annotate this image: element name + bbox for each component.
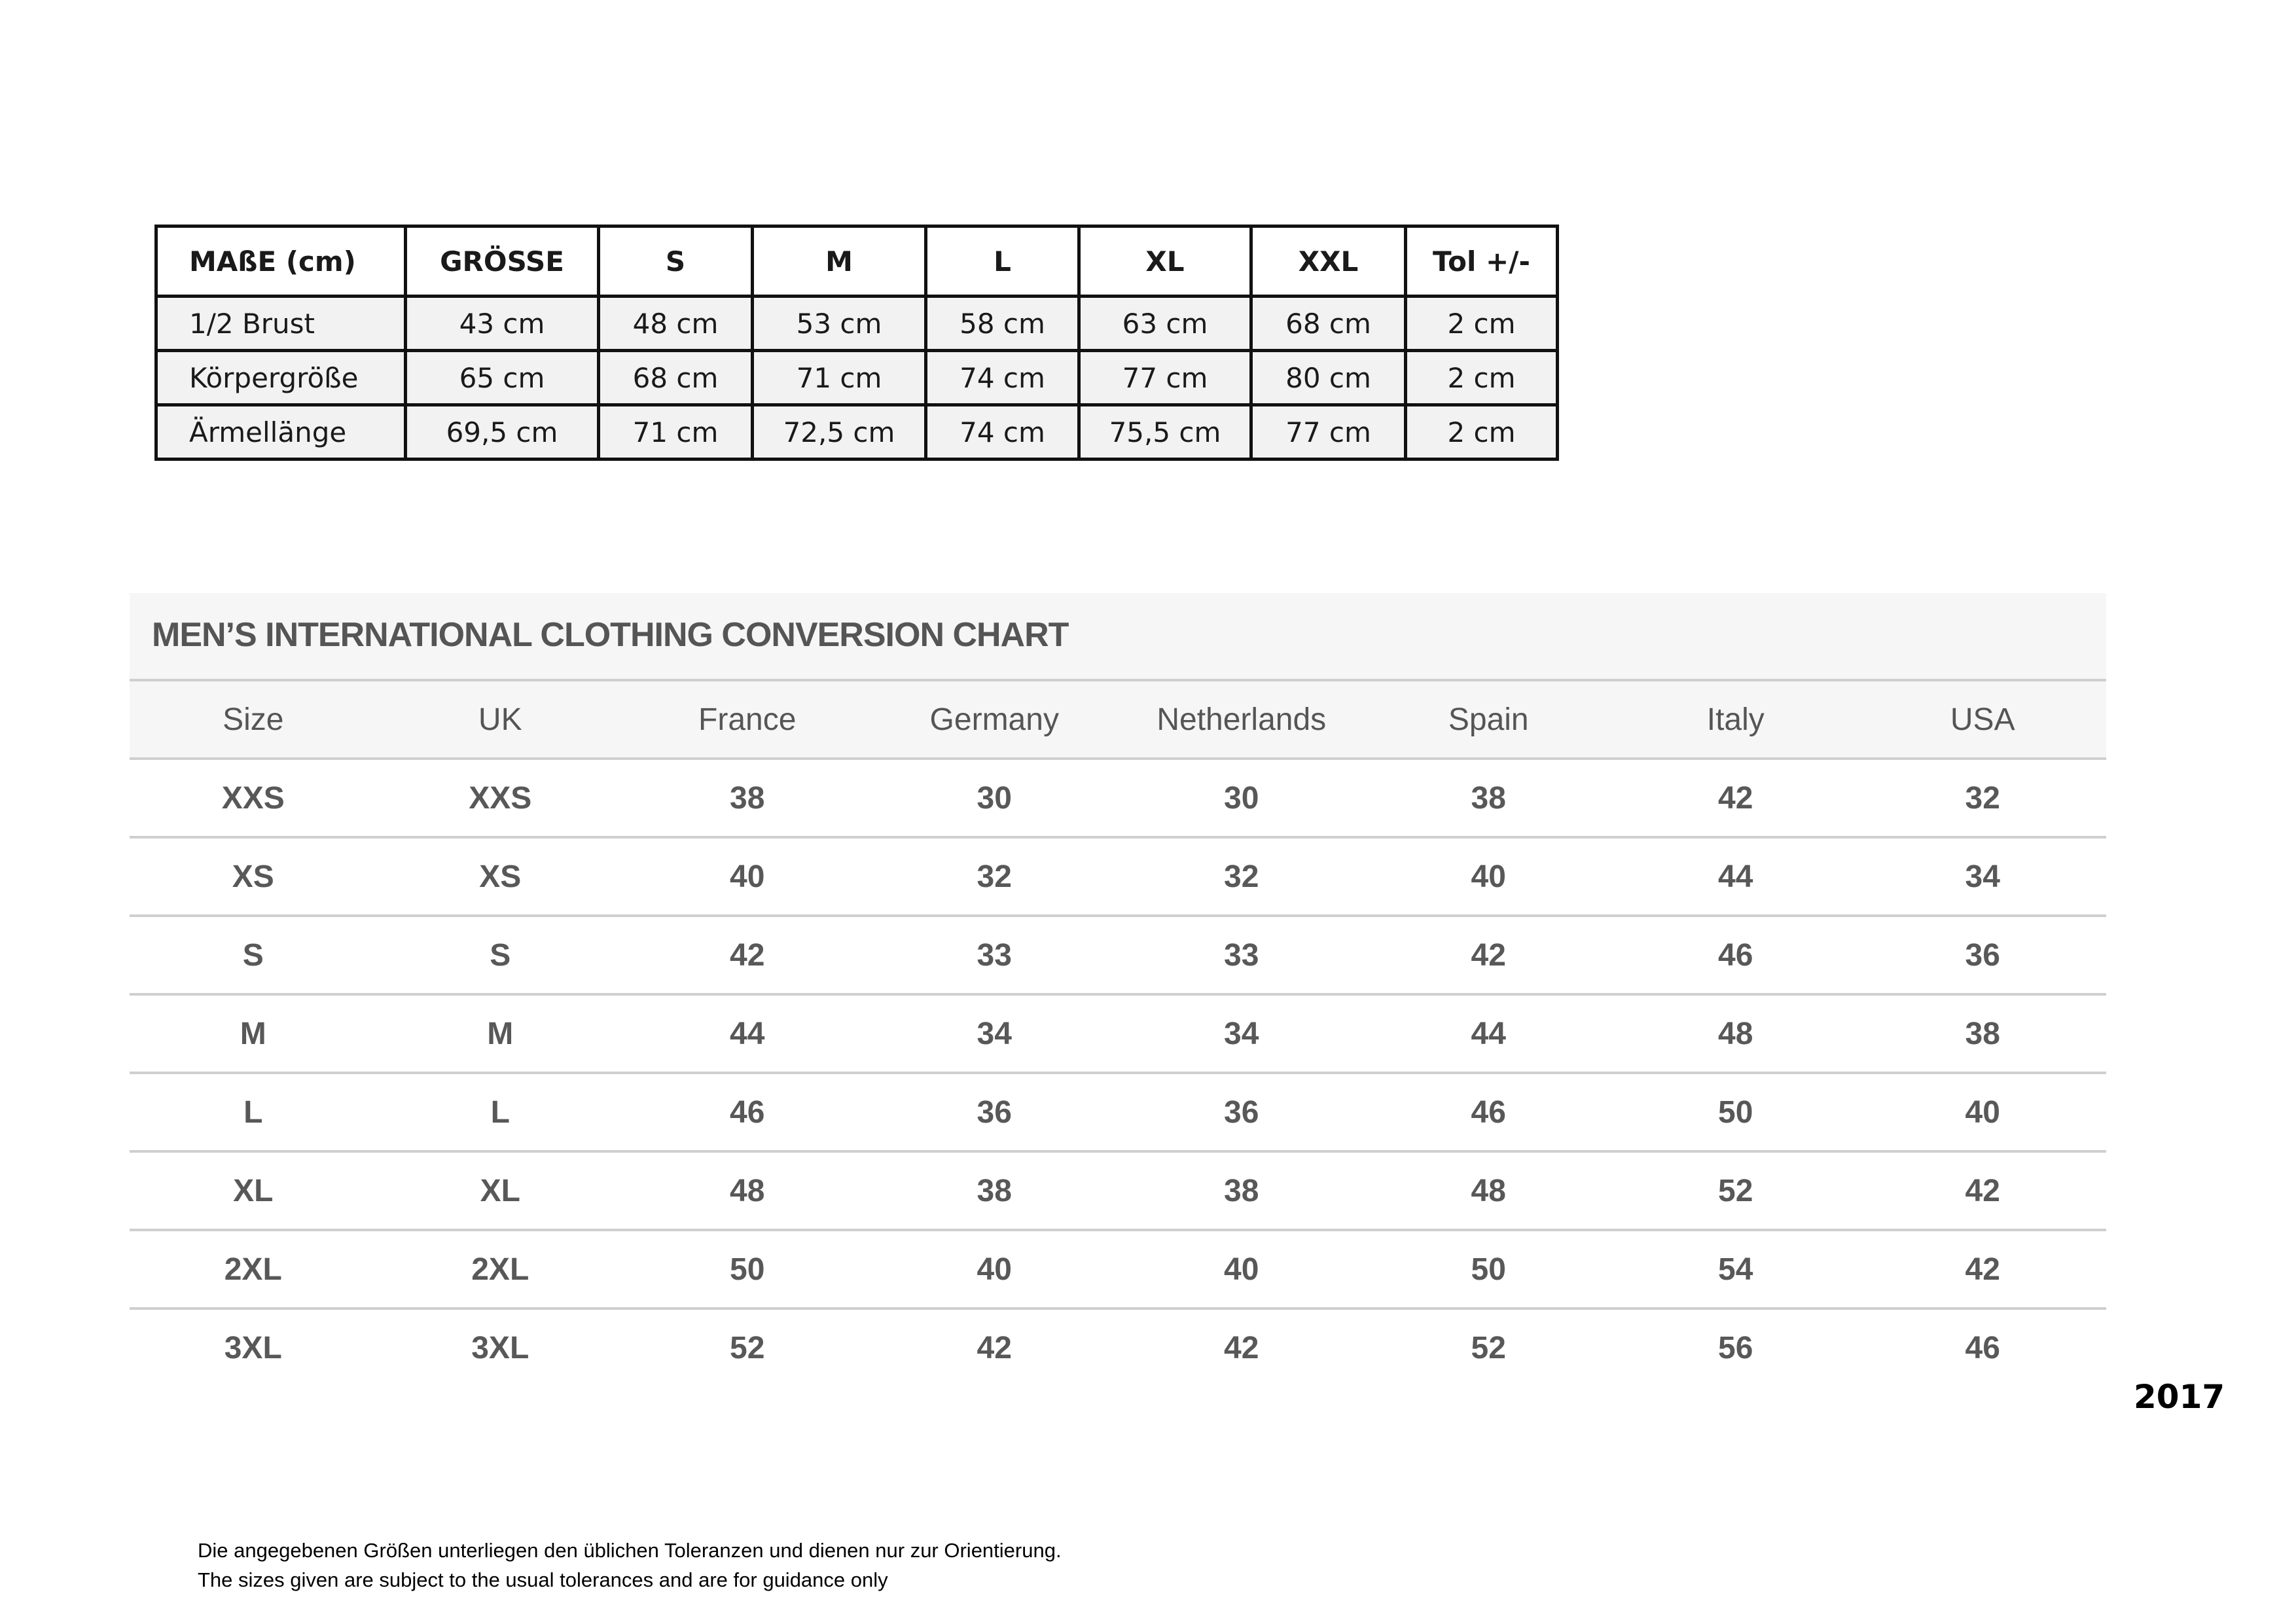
- conversion-row: [130, 1151, 2106, 1230]
- footnote: [198, 1536, 1062, 1595]
- conversion-header-cell: Spain: [1365, 680, 1613, 759]
- conversion-cell: XXS: [130, 759, 377, 837]
- conversion-cell: 32: [871, 837, 1119, 916]
- measurement-header-cell: M: [753, 226, 926, 297]
- conversion-cell: 40: [1859, 1073, 2107, 1151]
- footnote-line-en: The sizes given are subject to the usual tolerances and are for guidance only: [198, 1568, 888, 1591]
- measurement-cell: 72,5 cm: [753, 405, 926, 460]
- conversion-cell: 3XL: [471, 1330, 529, 1365]
- conversion-cell: 56: [1718, 1330, 1753, 1365]
- conversion-cell: 38: [1118, 1151, 1365, 1230]
- conversion-cell: 52: [1471, 1330, 1506, 1365]
- conversion-cell: 42: [1224, 1330, 1259, 1365]
- conversion-cell: XL: [130, 1151, 377, 1230]
- measurement-header-cell: XXL: [1251, 226, 1406, 297]
- measurement-label-cell: Körpergröße: [156, 351, 406, 405]
- measurement-cell: 53 cm: [753, 297, 926, 351]
- conversion-header-cell: Netherlands: [1118, 680, 1365, 759]
- conversion-cell: 52: [730, 1330, 765, 1365]
- conversion-cell: 48: [1365, 1151, 1613, 1230]
- measurement-cell: 77 cm: [1079, 351, 1251, 405]
- conversion-row: [130, 1073, 2106, 1151]
- conversion-cell: 48: [1612, 994, 1859, 1073]
- measurement-header-cell: GRÖSSE: [406, 226, 599, 297]
- conversion-cell: XS: [377, 837, 624, 916]
- measurement-cell: 48 cm: [599, 297, 753, 351]
- conversion-row: [130, 1308, 2106, 1386]
- conversion-header-cell: France: [624, 680, 871, 759]
- conversion-cell: 44: [624, 994, 871, 1073]
- conversion-cell: 44: [1612, 837, 1859, 916]
- conversion-header-cell: USA: [1859, 680, 2107, 759]
- conversion-cell: 50: [624, 1230, 871, 1308]
- conversion-header-row: [130, 680, 2106, 759]
- conversion-cell: 38: [624, 759, 871, 837]
- conversion-cell: S: [130, 916, 377, 994]
- conversion-cell: 30: [871, 759, 1119, 837]
- conversion-cell: 36: [871, 1073, 1119, 1151]
- conversion-cell: 46: [1612, 916, 1859, 994]
- conversion-cell: XXS: [377, 759, 624, 837]
- measurement-cell: 68 cm: [1251, 297, 1406, 351]
- conversion-row: [130, 994, 2106, 1073]
- conversion-cell: 36: [1859, 916, 2107, 994]
- measurement-header-cell: MAßE (cm): [156, 226, 406, 297]
- measurement-cell: 65 cm: [406, 351, 599, 405]
- conversion-header-cell: UK: [377, 680, 624, 759]
- conversion-title: MEN’S INTERNATIONAL CLOTHING CONVERSION CHART: [152, 616, 1069, 654]
- measurement-cell: 43 cm: [406, 297, 599, 351]
- conversion-header-cell: Italy: [1612, 680, 1859, 759]
- conversion-cell: L: [130, 1073, 377, 1151]
- conversion-cell: XL: [377, 1151, 624, 1230]
- conversion-cell: 40: [871, 1230, 1119, 1308]
- conversion-cell: 42: [624, 916, 871, 994]
- measurement-header-cell: S: [599, 226, 753, 297]
- conversion-cell: 46: [624, 1073, 871, 1151]
- conversion-table: [130, 679, 2106, 1386]
- conversion-cell: 38: [1859, 994, 2107, 1073]
- measurement-label-cell: Ärmellänge: [156, 405, 406, 460]
- measurement-cell: 75,5 cm: [1079, 405, 1251, 460]
- conversion-cell: 34: [871, 994, 1119, 1073]
- conversion-cell: 30: [1118, 759, 1365, 837]
- conversion-cell: 38: [871, 1151, 1119, 1230]
- conversion-cell: 38: [1365, 759, 1613, 837]
- conversion-cell: 32: [1118, 837, 1365, 916]
- conversion-cell: 33: [871, 916, 1119, 994]
- conversion-cell: XS: [130, 837, 377, 916]
- conversion-header-cell: Germany: [871, 680, 1119, 759]
- conversion-cell: 42: [1612, 759, 1859, 837]
- conversion-row: [130, 916, 2106, 994]
- conversion-cell: M: [130, 994, 377, 1073]
- measurement-cell: 80 cm: [1251, 351, 1406, 405]
- footnote-line-de: Die angegebenen Größen unterliegen den üblichen Toleranzen und dienen nur zur Orientierung.: [198, 1539, 1062, 1562]
- conversion-cell: 42: [1859, 1230, 2107, 1308]
- conversion-row: [130, 837, 2106, 916]
- conversion-cell: 54: [1612, 1230, 1859, 1308]
- conversion-cell: M: [377, 994, 624, 1073]
- measurement-cell: 63 cm: [1079, 297, 1251, 351]
- measurement-cell: 68 cm: [599, 351, 753, 405]
- measurement-header-cell: Tol +/-: [1406, 226, 1558, 297]
- conversion-cell: 2XL: [130, 1230, 377, 1308]
- measurement-row: [156, 297, 1558, 351]
- conversion-cell: S: [377, 916, 624, 994]
- conversion-cell: 46: [1965, 1330, 2000, 1365]
- measurement-row: [156, 405, 1558, 460]
- measurement-header-cell: XL: [1079, 226, 1251, 297]
- measurement-label-cell: 1/2 Brust: [156, 297, 406, 351]
- measurement-cell: 77 cm: [1251, 405, 1406, 460]
- conversion-cell: 52: [1612, 1151, 1859, 1230]
- measurement-row: [156, 351, 1558, 405]
- conversion-cell: 34: [1859, 837, 2107, 916]
- conversion-cell: 48: [624, 1151, 871, 1230]
- conversion-chart-panel: [130, 593, 2106, 1369]
- measurement-cell: 58 cm: [926, 297, 1079, 351]
- conversion-cell: 2XL: [377, 1230, 624, 1308]
- measurement-cell: 74 cm: [926, 351, 1079, 405]
- conversion-cell: 42: [977, 1330, 1012, 1365]
- measurement-cell: 71 cm: [599, 405, 753, 460]
- measurement-header-row: [156, 226, 1558, 297]
- measurement-header-cell: L: [926, 226, 1079, 297]
- conversion-cell: 36: [1118, 1073, 1365, 1151]
- conversion-cell: 42: [1859, 1151, 2107, 1230]
- conversion-cell: 40: [624, 837, 871, 916]
- conversion-header-cell: Size: [130, 680, 377, 759]
- conversion-cell: L: [377, 1073, 624, 1151]
- measurement-cell: 2 cm: [1406, 405, 1558, 460]
- conversion-cell: 42: [1365, 916, 1613, 994]
- conversion-cell: 32: [1859, 759, 2107, 837]
- conversion-row: [130, 1230, 2106, 1308]
- conversion-cell: 40: [1365, 837, 1613, 916]
- conversion-cell: 3XL: [224, 1330, 282, 1365]
- measurement-table: [154, 225, 1559, 461]
- conversion-cell: 46: [1365, 1073, 1613, 1151]
- measurement-cell: 2 cm: [1406, 297, 1558, 351]
- conversion-cell: 50: [1365, 1230, 1613, 1308]
- conversion-cell: 44: [1365, 994, 1613, 1073]
- conversion-row: [130, 759, 2106, 837]
- conversion-cell: 33: [1118, 916, 1365, 994]
- year-label: 2017: [2134, 1378, 2225, 1416]
- measurement-cell: 74 cm: [926, 405, 1079, 460]
- measurement-cell: 2 cm: [1406, 351, 1558, 405]
- conversion-cell: 34: [1118, 994, 1365, 1073]
- conversion-cell: 50: [1612, 1073, 1859, 1151]
- conversion-cell: 40: [1118, 1230, 1365, 1308]
- measurement-cell: 71 cm: [753, 351, 926, 405]
- measurement-cell: 69,5 cm: [406, 405, 599, 460]
